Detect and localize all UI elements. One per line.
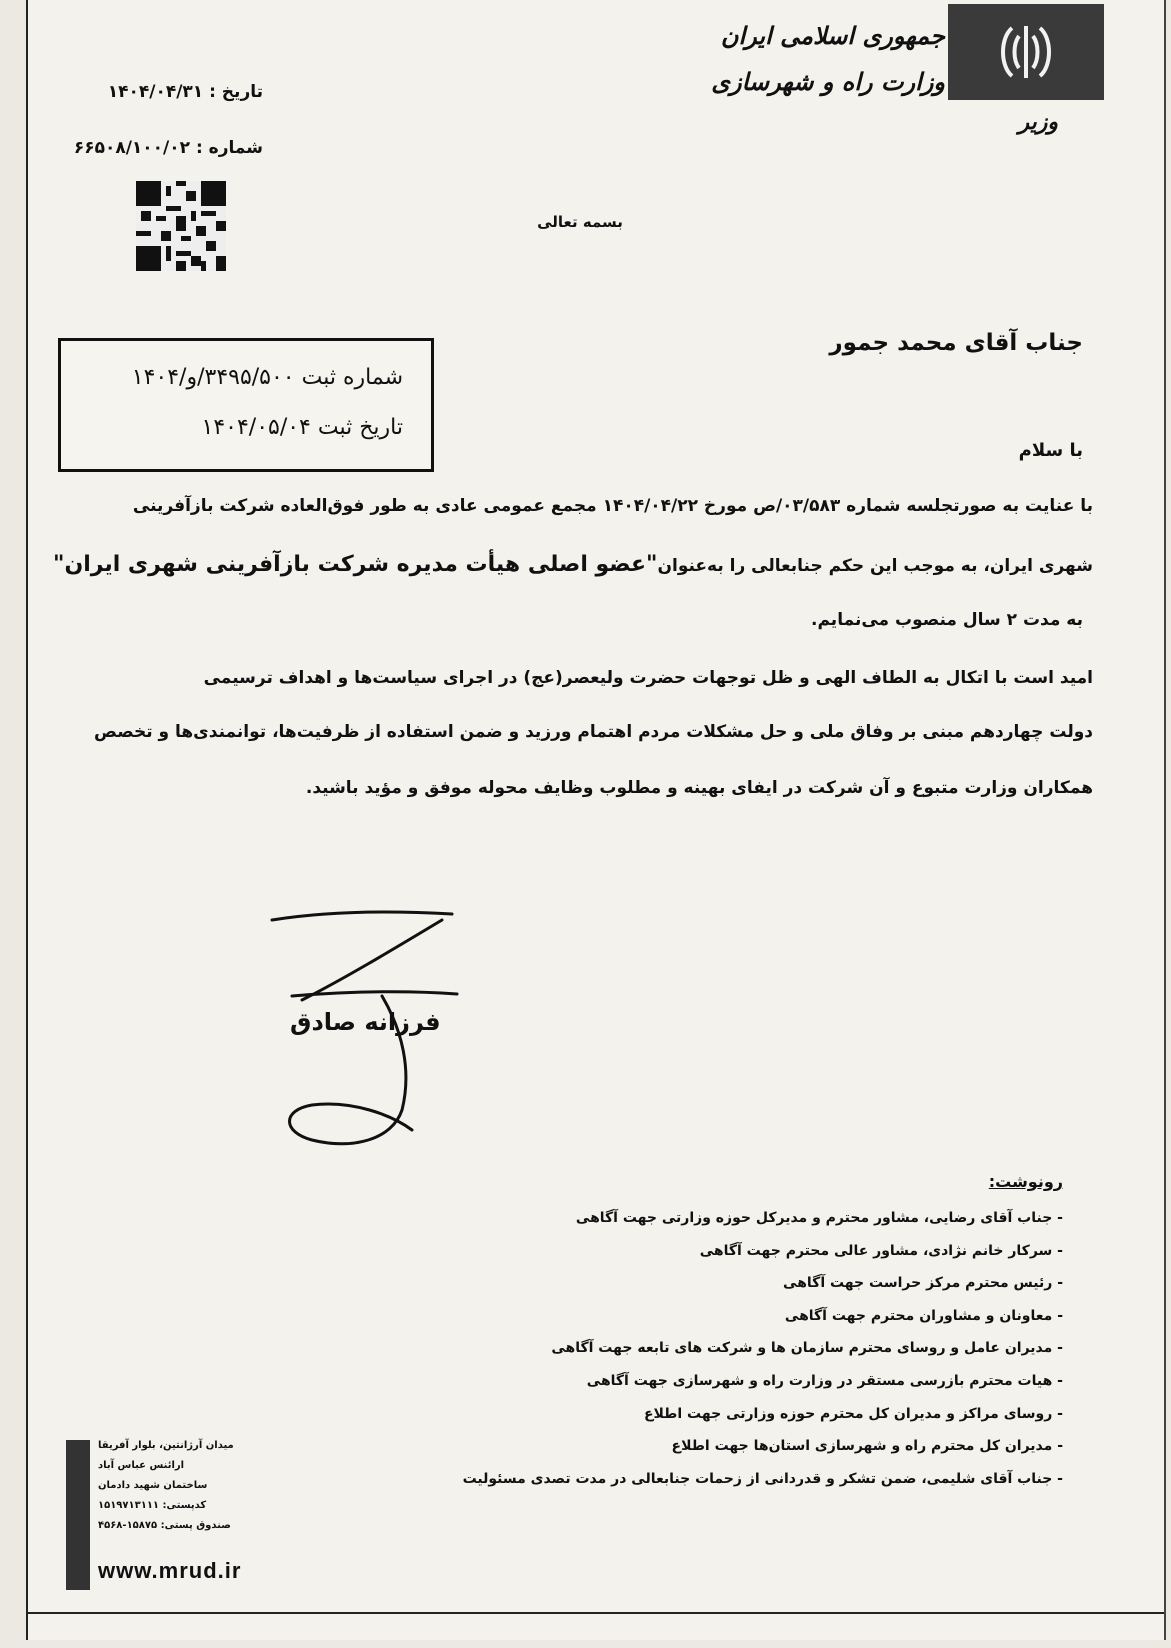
- address-line: ساختمان شهید دادمان: [98, 1480, 208, 1491]
- list-item: - سرکار خانم نژادی، مشاور عالی محترم جهت آگاهی: [699, 1242, 1063, 1259]
- list-item: - معاونان و مشاوران محترم جهت آگاهی: [784, 1307, 1063, 1324]
- body-line: با عنایت به صورتجلسه شماره ۰۳/۵۸۳/ص مورخ ۱۴۰۴/۰۴/۲۲ مجمع عمومی عادی به طور فوق‌العاده شرکت بازآفرینی: [132, 496, 1093, 516]
- body-line: امید است با اتکال به الطاف الهی و ظل توجهات حضرت ولیعصر(عج) در اجرای سیاست‌ها و اهداف ترسیمی: [203, 668, 1093, 688]
- list-item: - هیات محترم بازرسی مستقر در وزارت راه و شهرسازی جهت آگاهی: [586, 1372, 1063, 1389]
- address-block: [98, 1436, 258, 1536]
- registration-number: شماره ثبت ۳۴۹۵/۵۰۰/و/۱۴۰۴: [131, 365, 403, 390]
- iran-emblem-icon: [948, 4, 1104, 100]
- address-line: کدپستی: ۱۵۱۹۷۱۳۱۱۱: [98, 1500, 207, 1511]
- list-item: - مدیران کل محترم راه و شهرسازی استان‌ها جهت اطلاع: [671, 1438, 1063, 1455]
- body-line: به مدت ۲ سال منصوب می‌نمایم.: [811, 610, 1083, 630]
- website-link[interactable]: www.mrud.ir: [98, 1558, 242, 1583]
- qr-code: [136, 180, 226, 272]
- cc-title: رونوشت:: [988, 1172, 1063, 1191]
- registration-stamp: [58, 338, 434, 472]
- header-ministry: وزارت راه و شهرسازی: [711, 68, 945, 96]
- list-item: - مدیران عامل و روسای محترم سازمان ها و شرکت های تابعه جهت آگاهی: [551, 1340, 1063, 1357]
- body-line: [53, 552, 1093, 577]
- list-item: - جناب آقای رضایی، مشاور محترم و مدیرکل حوزه وزارتی جهت آگاهی: [575, 1210, 1063, 1226]
- recipient: جناب آقای محمد جمور: [829, 330, 1083, 356]
- address-bar: [66, 1440, 90, 1590]
- body-line: دولت چهاردهم مبنی بر وفاق ملی و حل مشکلات مردم اهتمام ورزید و ضمن استفاده از ظرفیت‌ها، توانمندی‌ها و تخصص: [94, 722, 1093, 742]
- letter-date: تاریخ : ۱۴۰۴/۰۴/۳۱: [107, 82, 263, 102]
- body-line: همکاران وزارت متبوع و آن شرکت در ایفای بهینه و مطلوب وظایف محوله موفق و مؤید باشید.: [305, 778, 1093, 798]
- address-line: میدان آرژانتین، بلوار آفریقا: [98, 1440, 234, 1451]
- header-office: وزیر: [1018, 110, 1058, 135]
- letter-number: شماره : ۶۶۵۰۸/۱۰۰/۰۲: [73, 138, 263, 158]
- address-line: ارائنس عباس آباد: [98, 1460, 185, 1471]
- address-line: صندوق پستی: ۱۵۸۷۵-۴۵۶۸: [98, 1520, 231, 1531]
- header-country: جمهوری اسلامی ایران: [720, 22, 945, 50]
- signer-name: فرزانه صادق: [290, 1008, 441, 1036]
- greeting: با سلام: [1018, 440, 1083, 461]
- list-item: - روسای مراکز و مدیران کل محترم حوزه وزارتی جهت اطلاع: [643, 1405, 1063, 1422]
- body-line-prefix: شهری ایران، به موجب این حکم جنابعالی را به‌عنوان: [657, 556, 1093, 576]
- registration-date: تاریخ ثبت ۱۴۰۴/۰۵/۰۴: [201, 415, 403, 440]
- list-item: - رئیس محترم مرکز حراست جهت آگاهی: [783, 1275, 1063, 1292]
- cc-list: [463, 1202, 1063, 1495]
- appointment-title: "عضو اصلی هیأت مدیره شرکت بازآفرینی شهری ایران": [53, 552, 658, 577]
- basmala: بسمه تعالی: [537, 213, 623, 231]
- list-item: - جناب آقای شلیمی، ضمن تشکر و قدردانی از زحمات جنابعالی در مدت تصدی مسئولیت: [462, 1470, 1063, 1487]
- bottom-border: [26, 1612, 1164, 1614]
